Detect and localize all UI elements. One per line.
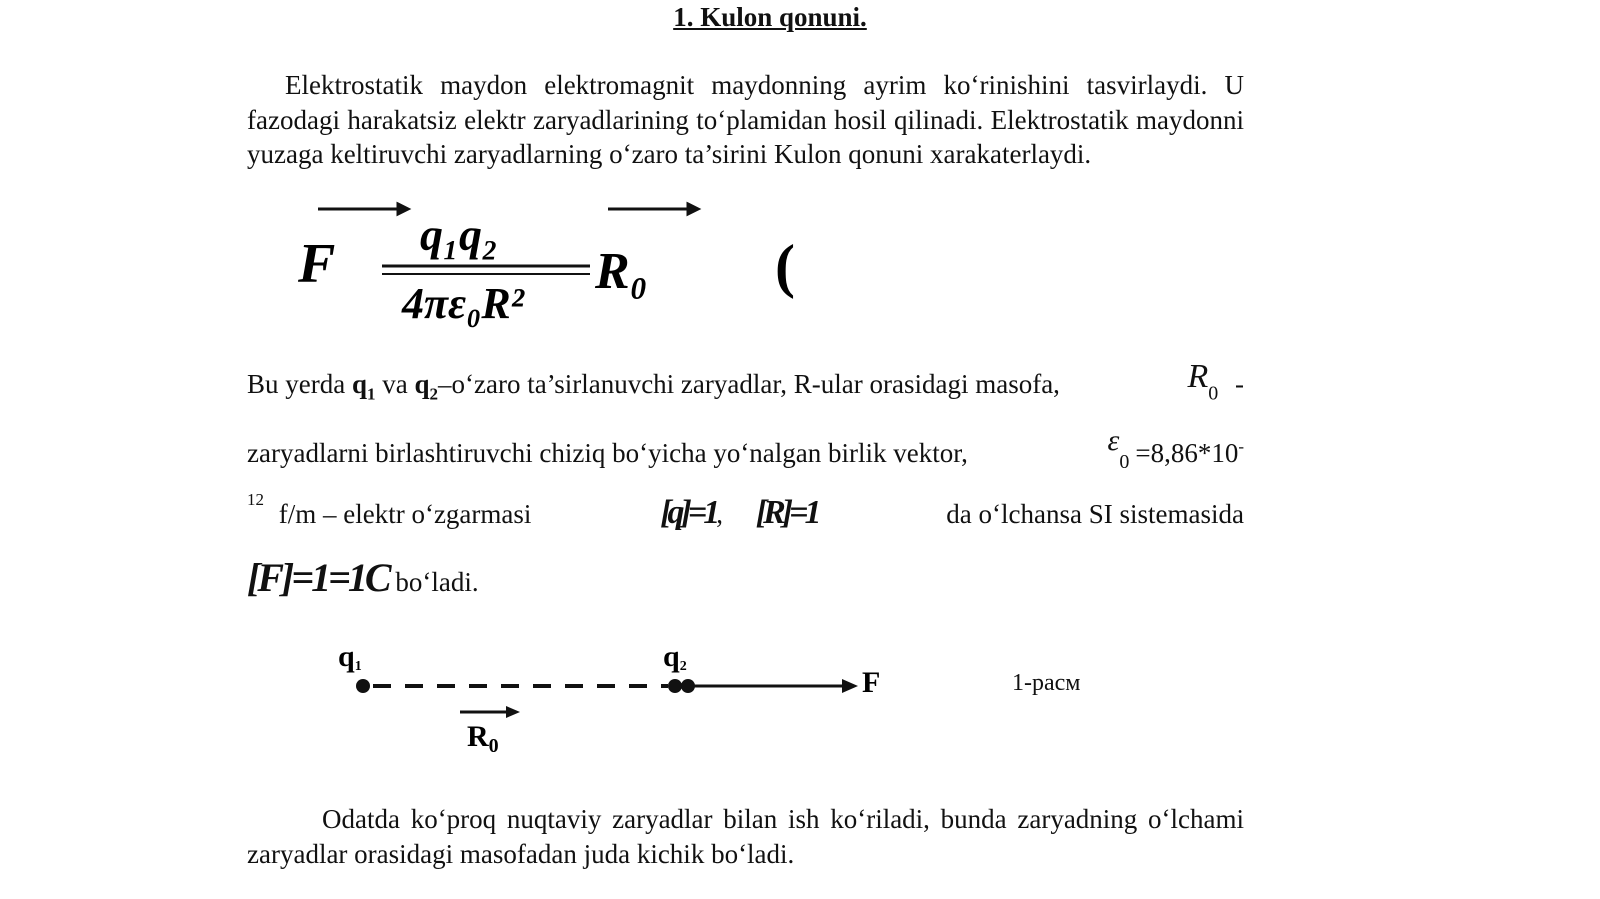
text-segment: Bu yerda — [247, 369, 346, 399]
text-segment: –o‘zaro ta’sirlanuvchi zaryadlar, R-ular orasidagi masofa, — [438, 369, 1060, 399]
unit-charge: [q]=1 — [660, 494, 717, 531]
text-segment: va — [382, 369, 408, 399]
text-segment: da o‘lchansa SI sistemasida — [946, 499, 1244, 529]
formula-denominator: 4πε₀R² — [402, 279, 524, 328]
explanation-line-1: Bu yerda $q_1$ va $q_2-o‘zaro$ ta’sirlanuvchi zaryadlar, R-ular orasidagi masofa, $R_0$ - — [247, 358, 1244, 405]
formula-r0: R₀ — [595, 243, 648, 300]
explanation-line-3: $^{12}$ f/m – elektr o‘zgarmasi [q]=1, [R]=1 da o‘lchansa SI sistemasida — [247, 490, 1244, 531]
charge-q2-point — [668, 679, 682, 693]
explanation-line-2: zaryadlarni birlashtiruvchi chiziq bo‘yicha yo‘nalgan birlik vektor, $\varepsilon_0 =8,86*10^-$ — [247, 424, 1244, 474]
vector-arrow-r — [608, 204, 698, 214]
epsilon-value: =8,86*10 — [1135, 438, 1239, 468]
q1-label: q1 — [338, 640, 362, 674]
charge-q1-point — [356, 679, 370, 693]
r0-label: $R_0$ — [467, 720, 499, 757]
figure-caption: 1-расм — [1012, 670, 1081, 696]
text-segment: - — [1235, 369, 1244, 399]
q1-symbol: $q_1$ — [351, 369, 376, 404]
q2-symbol: $q_2$ — [414, 369, 439, 404]
formula-f: F — [298, 233, 336, 295]
force-label: F — [862, 666, 881, 699]
text-segment: bo‘ladi. — [395, 567, 479, 597]
formula-paren: ( — [775, 233, 795, 299]
explanation-line-4 — [247, 554, 1244, 601]
text-segment: f/m – elektr o‘zgarmasi — [278, 499, 532, 529]
formula-numerator: q₁q₂ — [420, 209, 499, 260]
page-title: 1. Kulon qonuni. — [673, 2, 867, 32]
charge-diagram — [330, 630, 930, 770]
force-arrow-head — [842, 679, 858, 693]
r0-vector-head — [506, 706, 520, 718]
intro-paragraph: Elektrostatik maydon elektromagnit maydonning ayrim ko‘rinishini tasvirlaydi. U fazodagi harakatsiz elektr zaryadlarining to‘plamidan hosil qilinadi. Elektrostatik maydonni yuzaga keltiruvchi zaryadlarning o‘zaro ta’sirini Kulon qonuni xarakaterlaydi. — [247, 70, 1244, 169]
unit-force: [F]=1=1C — [247, 555, 389, 600]
vector-arrow-f — [318, 204, 408, 214]
coulomb-formula — [290, 200, 850, 340]
r0-symbol: R — [1187, 358, 1209, 395]
text-segment: zaryadlarni birlashtiruvchi chiziq bo‘yicha yo‘nalgan birlik vektor, — [247, 438, 968, 468]
q2-label: q2 — [663, 640, 687, 674]
epsilon-symbol: ε — [1107, 424, 1120, 457]
exponent: 12 — [247, 490, 264, 509]
unit-distance: [R]=1 — [755, 494, 818, 531]
closing-paragraph: Odatda ko‘proq nuqtaviy zaryadlar bilan ish ko‘riladi, bunda zaryadning o‘lchami zaryadlar orasidagi masofadan juda kichik bo‘ladi. — [247, 804, 1244, 869]
